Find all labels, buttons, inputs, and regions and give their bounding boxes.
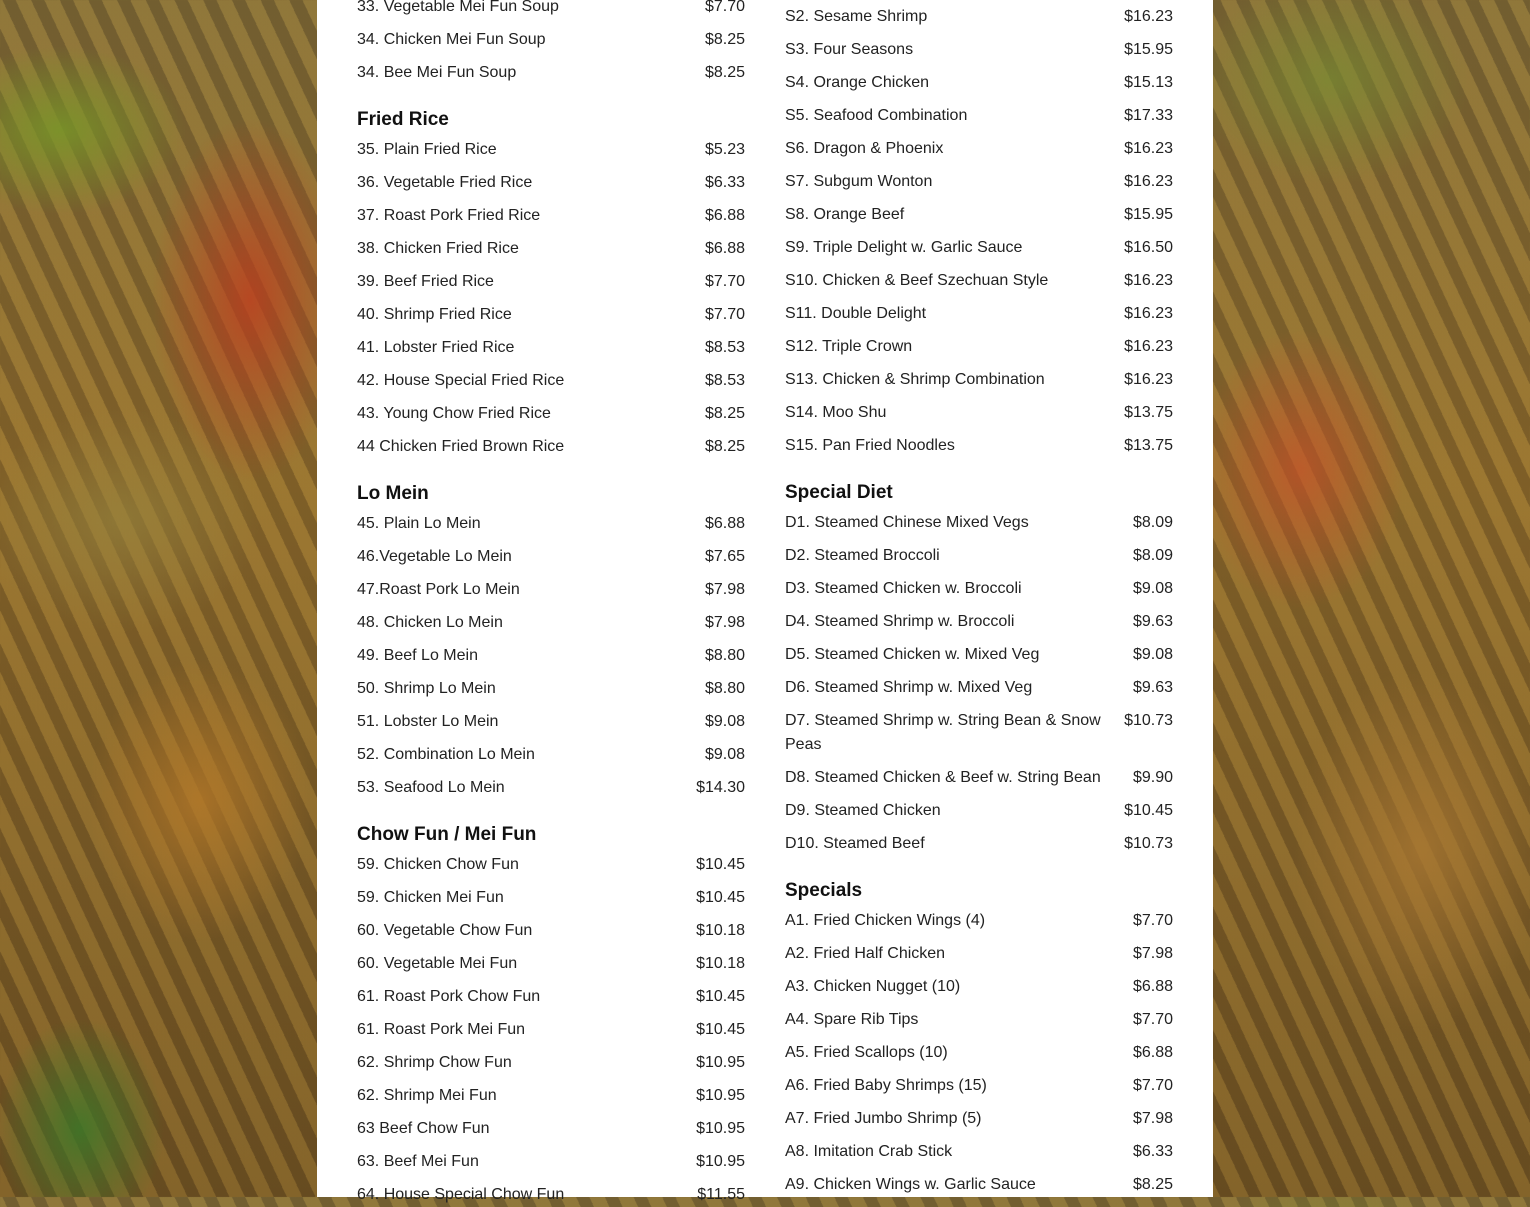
menu-item-s7-subgum-wonton[interactable] — [785, 170, 1173, 194]
menu-item-s8-orange-beef[interactable] — [785, 203, 1173, 227]
menu-item-price: $6.33 — [704, 174, 745, 191]
menu-item-name: D9. Steamed Chicken — [785, 802, 941, 819]
menu-item-a5-fried-scallops-10[interactable] — [785, 1041, 1173, 1065]
menu-item-a4-spare-rib-tips[interactable] — [785, 1008, 1173, 1032]
menu-item-price: $16.23 — [1124, 305, 1173, 322]
menu-item-59-chicken-mei-fun[interactable] — [357, 886, 745, 910]
menu-item-name: 62. Shrimp Chow Fun — [357, 1054, 512, 1071]
menu-item-59-chicken-chow-fun[interactable] — [357, 853, 745, 877]
menu-item-name: 59. Chicken Mei Fun — [357, 889, 504, 906]
menu-item-price: $8.25 — [1132, 1176, 1173, 1193]
menu-item-64-house-special-chow-fun[interactable] — [357, 1183, 745, 1207]
section-heading-special-diet: Special Diet — [785, 482, 893, 503]
menu-item-name: 42. House Special Fried Rice — [357, 372, 565, 389]
menu-item-d8-steamed-chicken-beef-w-string-bean[interactable] — [785, 766, 1173, 790]
menu-item-name: 45. Plain Lo Mein — [357, 515, 481, 532]
menu-panel — [317, 0, 1213, 1203]
menu-item-a1-fried-chicken-wings-4[interactable] — [785, 909, 1173, 933]
menu-item-name: A4. Spare Rib Tips — [785, 1011, 919, 1028]
menu-item-name: A6. Fried Baby Shrimps (15) — [785, 1077, 987, 1094]
menu-item-price: $7.98 — [1132, 1110, 1173, 1127]
menu-item-price: $9.08 — [704, 713, 745, 730]
menu-item-39-beef-fried-rice[interactable] — [357, 270, 745, 294]
menu-item-price: $7.98 — [704, 581, 745, 598]
menu-item-name: D10. Steamed Beef — [785, 835, 925, 852]
menu-item-price: $10.45 — [696, 1021, 745, 1038]
menu-item-s13-chicken-shrimp-combination[interactable] — [785, 368, 1173, 392]
menu-item-name: S8. Orange Beef — [785, 206, 905, 223]
menu-item-name: 40. Shrimp Fried Rice — [357, 306, 512, 323]
menu-item-price: $9.08 — [1132, 646, 1173, 663]
menu-item-name: 38. Chicken Fried Rice — [357, 240, 519, 257]
menu-item-60-vegetable-mei-fun[interactable] — [357, 952, 745, 976]
menu-item-name: D7. Steamed Shrimp w. String Bean & Snow Peas — [785, 712, 1101, 753]
menu-item-price: $15.95 — [1124, 41, 1173, 58]
section-heading-lo-mein: Lo Mein — [357, 483, 429, 504]
menu-item-44-chicken-fried-brown-rice[interactable] — [357, 435, 745, 459]
menu-item-name: S7. Subgum Wonton — [785, 173, 933, 190]
menu-item-price: $10.95 — [696, 1054, 745, 1071]
menu-item-name: A1. Fried Chicken Wings (4) — [785, 912, 986, 929]
menu-item-price: $7.70 — [704, 306, 745, 323]
menu-item-price: $10.45 — [696, 856, 745, 873]
menu-item-a3-chicken-nugget-10[interactable] — [785, 975, 1173, 999]
menu-item-name: 61. Roast Pork Chow Fun — [357, 988, 541, 1005]
menu-item-price: $17.33 — [1124, 107, 1173, 124]
menu-item-name: 62. Shrimp Mei Fun — [357, 1087, 497, 1104]
menu-item-price: $10.18 — [696, 922, 745, 939]
menu-item-name: A5. Fried Scallops (10) — [785, 1044, 948, 1061]
menu-item-name: D2. Steamed Broccoli — [785, 547, 940, 564]
menu-item-price: $16.23 — [1124, 140, 1173, 157]
menu-item-a6-fried-baby-shrimps-15[interactable] — [785, 1074, 1173, 1098]
menu-item-price: $8.25 — [704, 438, 745, 455]
menu-item-d5-steamed-chicken-w-mixed-veg[interactable] — [785, 643, 1173, 667]
menu-item-name: 46.Vegetable Lo Mein — [357, 548, 512, 565]
menu-item-price: $8.80 — [704, 647, 745, 664]
menu-item-d10-steamed-beef[interactable] — [785, 832, 1173, 856]
menu-item-40-shrimp-fried-rice[interactable] — [357, 303, 745, 327]
menu-item-price: $7.98 — [704, 614, 745, 631]
menu-item-name: A2. Fried Half Chicken — [785, 945, 946, 962]
menu-item-63-beef-chow-fun[interactable] — [357, 1117, 745, 1141]
menu-item-name: S13. Chicken & Shrimp Combination — [785, 371, 1045, 388]
menu-item-name: A8. Imitation Crab Stick — [785, 1143, 953, 1160]
menu-item-s14-moo-shu[interactable] — [785, 401, 1173, 425]
menu-item-name: S12. Triple Crown — [785, 338, 913, 355]
menu-item-price: $8.25 — [704, 405, 745, 422]
menu-item-name: A7. Fried Jumbo Shrimp (5) — [785, 1110, 982, 1127]
menu-item-43-young-chow-fried-rice[interactable] — [357, 402, 745, 426]
menu-item-s3-four-seasons[interactable] — [785, 38, 1173, 62]
menu-item-s5-seafood-combination[interactable] — [785, 104, 1173, 128]
menu-item-price: $16.23 — [1124, 173, 1173, 190]
menu-item-name: 49. Beef Lo Mein — [357, 647, 478, 664]
menu-item-price: $7.70 — [704, 273, 745, 290]
menu-item-price: $6.88 — [704, 240, 745, 257]
menu-item-47-roast-pork-lo-mein[interactable] — [357, 578, 745, 602]
menu-item-name: 61. Roast Pork Mei Fun — [357, 1021, 526, 1038]
menu-item-price: $9.90 — [1132, 769, 1173, 786]
menu-item-61-roast-pork-mei-fun[interactable] — [357, 1018, 745, 1042]
menu-item-name: 33. Vegetable Mei Fun Soup — [357, 0, 559, 15]
menu-item-35-plain-fried-rice[interactable] — [357, 138, 745, 162]
menu-item-price: $8.80 — [704, 680, 745, 697]
menu-item-name: S3. Four Seasons — [785, 41, 914, 58]
menu-item-33-vegetable-mei-fun-soup[interactable] — [357, 0, 745, 19]
menu-item-name: 35. Plain Fried Rice — [357, 141, 497, 158]
menu-item-42-house-special-fried-rice[interactable] — [357, 369, 745, 393]
menu-item-name: 44 Chicken Fried Brown Rice — [357, 438, 565, 455]
menu-item-name: S10. Chicken & Beef Szechuan Style — [785, 272, 1049, 289]
section-heading-chow-fun: Chow Fun / Mei Fun — [357, 824, 537, 845]
menu-item-name: S2. Sesame Shrimp — [785, 8, 928, 25]
menu-item-price: $9.08 — [704, 746, 745, 763]
menu-item-36-vegetable-fried-rice[interactable] — [357, 171, 745, 195]
menu-item-price: $6.33 — [1132, 1143, 1173, 1160]
menu-item-d4-steamed-shrimp-w-broccoli[interactable] — [785, 610, 1173, 634]
menu-item-d7-steamed-shrimp-w-string-bean-snow-peas[interactable] — [785, 709, 1173, 757]
menu-item-name: 43. Young Chow Fried Rice — [357, 405, 551, 422]
menu-item-price: $10.95 — [696, 1087, 745, 1104]
menu-item-name: 53. Seafood Lo Mein — [357, 779, 505, 796]
menu-item-a9-chicken-wings-w-garlic-sauce[interactable] — [785, 1173, 1173, 1197]
menu-item-name: 36. Vegetable Fried Rice — [357, 174, 533, 191]
menu-item-name: D1. Steamed Chinese Mixed Vegs — [785, 514, 1029, 531]
menu-item-price: $6.88 — [1132, 1044, 1173, 1061]
menu-item-name: 52. Combination Lo Mein — [357, 746, 535, 763]
menu-item-price: $10.45 — [696, 889, 745, 906]
menu-item-name: S11. Double Delight — [785, 305, 927, 322]
menu-item-price: $6.88 — [1132, 978, 1173, 995]
menu-item-name: S14. Moo Shu — [785, 404, 887, 421]
menu-item-price: $13.75 — [1124, 404, 1173, 421]
menu-item-name: D8. Steamed Chicken & Beef w. String Bean — [785, 769, 1101, 786]
menu-item-price: $10.95 — [696, 1153, 745, 1170]
menu-item-d9-steamed-chicken[interactable] — [785, 799, 1173, 823]
menu-item-price: $7.70 — [1132, 912, 1173, 929]
menu-item-60-vegetable-chow-fun[interactable] — [357, 919, 745, 943]
menu-item-46-vegetable-lo-mein[interactable] — [357, 545, 745, 569]
menu-item-price: $8.09 — [1132, 547, 1173, 564]
menu-item-name: D3. Steamed Chicken w. Broccoli — [785, 580, 1022, 597]
menu-item-45-plain-lo-mein[interactable] — [357, 512, 745, 536]
menu-item-s12-triple-crown[interactable] — [785, 335, 1173, 359]
menu-item-name: D4. Steamed Shrimp w. Broccoli — [785, 613, 1015, 630]
menu-item-name: 39. Beef Fried Rice — [357, 273, 494, 290]
menu-item-price: $7.70 — [704, 0, 745, 15]
menu-item-price: $8.53 — [704, 372, 745, 389]
menu-item-price: $13.75 — [1124, 437, 1173, 454]
menu-item-48-chicken-lo-mein[interactable] — [357, 611, 745, 635]
menu-item-61-roast-pork-chow-fun[interactable] — [357, 985, 745, 1009]
menu-item-s15-pan-fried-noodles[interactable] — [785, 434, 1173, 458]
menu-item-price: $9.63 — [1132, 613, 1173, 630]
menu-item-price: $10.18 — [696, 955, 745, 972]
menu-item-name: 59. Chicken Chow Fun — [357, 856, 519, 873]
menu-item-name: 60. Vegetable Mei Fun — [357, 955, 518, 972]
menu-item-s4-orange-chicken[interactable] — [785, 71, 1173, 95]
menu-item-price: $8.25 — [704, 31, 745, 48]
menu-item-name: 63 Beef Chow Fun — [357, 1120, 490, 1137]
menu-item-s6-dragon-phoenix[interactable] — [785, 137, 1173, 161]
menu-item-41-lobster-fried-rice[interactable] — [357, 336, 745, 360]
menu-item-price: $15.95 — [1124, 206, 1173, 223]
menu-item-53-seafood-lo-mein[interactable] — [357, 776, 745, 800]
menu-item-price: $7.70 — [1132, 1077, 1173, 1094]
menu-item-50-shrimp-lo-mein[interactable] — [357, 677, 745, 701]
menu-item-price: $7.98 — [1132, 945, 1173, 962]
menu-item-name: S4. Orange Chicken — [785, 74, 930, 91]
menu-item-d3-steamed-chicken-w-broccoli[interactable] — [785, 577, 1173, 601]
menu-item-d1-steamed-chinese-mixed-vegs[interactable] — [785, 511, 1173, 535]
menu-item-62-shrimp-chow-fun[interactable] — [357, 1051, 745, 1075]
menu-item-63-beef-mei-fun[interactable] — [357, 1150, 745, 1174]
menu-item-price: $14.30 — [696, 779, 745, 796]
menu-item-price: $7.65 — [704, 548, 745, 565]
menu-item-s11-double-delight[interactable] — [785, 302, 1173, 326]
menu-item-name: S6. Dragon & Phoenix — [785, 140, 944, 157]
menu-item-d2-steamed-broccoli[interactable] — [785, 544, 1173, 568]
menu-item-name: 51. Lobster Lo Mein — [357, 713, 499, 730]
menu-item-name: 34. Chicken Mei Fun Soup — [357, 31, 546, 48]
menu-item-name: D5. Steamed Chicken w. Mixed Veg — [785, 646, 1040, 663]
menu-item-name: A3. Chicken Nugget (10) — [785, 978, 961, 995]
section-heading-specials: Specials — [785, 880, 863, 901]
menu-item-s2-sesame-shrimp[interactable] — [785, 5, 1173, 29]
menu-item-name: 50. Shrimp Lo Mein — [357, 680, 496, 697]
menu-item-name: 37. Roast Pork Fried Rice — [357, 207, 541, 224]
menu-item-price: $15.13 — [1124, 74, 1173, 91]
menu-item-name: 60. Vegetable Chow Fun — [357, 922, 533, 939]
menu-item-s9-triple-delight-w-garlic-sauce[interactable] — [785, 236, 1173, 260]
menu-item-a7-fried-jumbo-shrimp-5[interactable] — [785, 1107, 1173, 1131]
menu-item-name: S5. Seafood Combination — [785, 107, 968, 124]
menu-item-d6-steamed-shrimp-w-mixed-veg[interactable] — [785, 676, 1173, 700]
menu-item-price: $16.50 — [1124, 239, 1173, 256]
menu-item-name: 48. Chicken Lo Mein — [357, 614, 503, 631]
menu-item-price: $8.09 — [1132, 514, 1173, 531]
menu-item-49-beef-lo-mein[interactable] — [357, 644, 745, 668]
menu-item-price: $5.23 — [704, 141, 745, 158]
menu-item-price: $10.45 — [1124, 802, 1173, 819]
menu-item-name: S9. Triple Delight w. Garlic Sauce — [785, 239, 1023, 256]
menu-item-price: $16.23 — [1124, 338, 1173, 355]
menu-item-name: 34. Bee Mei Fun Soup — [357, 64, 517, 81]
menu-item-a2-fried-half-chicken[interactable] — [785, 942, 1173, 966]
menu-item-price: $16.23 — [1124, 272, 1173, 289]
menu-item-51-lobster-lo-mein[interactable] — [357, 710, 745, 734]
menu-item-name: 63. Beef Mei Fun — [357, 1153, 479, 1170]
menu-item-34-chicken-mei-fun-soup[interactable] — [357, 28, 745, 52]
menu-item-s10-chicken-beef-szechuan-style[interactable] — [785, 269, 1173, 293]
menu-item-price: $8.53 — [704, 339, 745, 356]
menu-item-name: 64. House Special Chow Fun — [357, 1186, 565, 1203]
menu-item-price: $7.70 — [1132, 1011, 1173, 1028]
menu-item-price: $9.08 — [1132, 580, 1173, 597]
menu-item-52-combination-lo-mein[interactable] — [357, 743, 745, 767]
menu-item-a8-imitation-crab-stick[interactable] — [785, 1140, 1173, 1164]
section-heading-fried-rice: Fried Rice — [357, 109, 449, 130]
menu-item-price: $10.95 — [696, 1120, 745, 1137]
menu-item-price: $6.88 — [704, 515, 745, 532]
menu-item-name: D6. Steamed Shrimp w. Mixed Veg — [785, 679, 1033, 696]
menu-item-price: $16.23 — [1124, 371, 1173, 388]
menu-item-price: $6.88 — [704, 207, 745, 224]
menu-item-price: $10.73 — [1124, 712, 1173, 729]
menu-item-name: 47.Roast Pork Lo Mein — [357, 581, 520, 598]
menu-item-price: $10.73 — [1124, 835, 1173, 852]
menu-item-price: $8.25 — [704, 64, 745, 81]
menu-item-price: $16.23 — [1124, 8, 1173, 25]
menu-item-price: $10.45 — [696, 988, 745, 1005]
menu-item-38-chicken-fried-rice[interactable] — [357, 237, 745, 261]
menu-item-name: 41. Lobster Fried Rice — [357, 339, 515, 356]
menu-item-37-roast-pork-fried-rice[interactable] — [357, 204, 745, 228]
menu-item-price: $9.63 — [1132, 679, 1173, 696]
menu-item-62-shrimp-mei-fun[interactable] — [357, 1084, 745, 1108]
menu-item-price: $11.55 — [697, 1186, 745, 1203]
menu-item-name: S15. Pan Fried Noodles — [785, 437, 955, 454]
menu-item-name: A9. Chicken Wings w. Garlic Sauce — [785, 1176, 1036, 1193]
menu-item-34-bee-mei-fun-soup[interactable] — [357, 61, 745, 85]
